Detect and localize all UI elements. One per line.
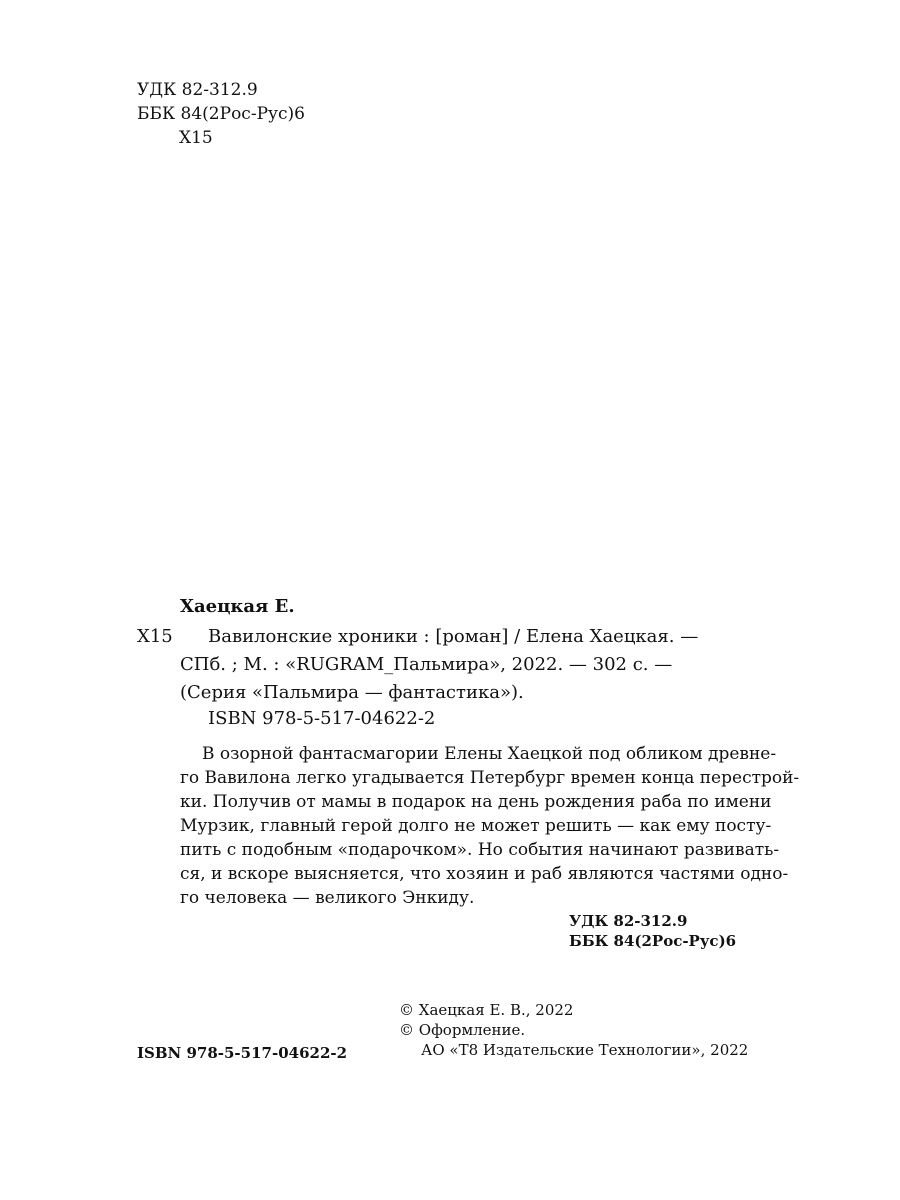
annotation-line: В озорной фантасмагории Елены Хаецкой под обликом древне- (202, 744, 777, 764)
copyright-design: © Оформление. (399, 1021, 526, 1039)
udk-code: УДК 82-312.9 (137, 80, 258, 100)
annotation-line: ки. Получив от мамы в подарок на день рождения раба по имени (180, 792, 772, 812)
bbk-code: ББК 84(2Рос-Рус)6 (137, 104, 305, 124)
footer-udk-code: УДК 82-312.9 (569, 912, 688, 930)
annotation-line: Мурзик, главный герой долго не может решить — как ему посту- (180, 816, 772, 836)
entry-line: Вавилонские хроники : [роман] / Елена Хаецкая. — (208, 626, 699, 647)
copyright-publisher: АО «Т8 Издательские Технологии», 2022 (421, 1041, 749, 1059)
footer-classification (569, 911, 736, 951)
entry-line: (Серия «Пальмира — фантастика»). (180, 682, 524, 703)
author-name: Хаецкая Е. (180, 596, 295, 617)
copyright-author: © Хаецкая Е. В., 2022 (399, 1001, 574, 1019)
footer-bbk-code: ББК 84(2Рос-Рус)6 (569, 932, 737, 950)
annotation-line: пить с подобным «подарочком». Но события начинают развивать- (180, 840, 780, 860)
annotation (180, 742, 800, 910)
copyright-block (399, 1000, 748, 1060)
author-mark: Х15 (179, 128, 213, 148)
entry-isbn: ISBN 978-5-517-04622-2 (208, 708, 436, 729)
entry-line: СПб. ; М. : «RUGRAM_Пальмира», 2022. — 302 с. — (180, 654, 673, 675)
annotation-line: го Вавилона легко угадывается Петербург времен конца перестрой- (180, 768, 800, 788)
header-classification (137, 78, 305, 150)
annotation-line: ся, и вскоре выясняется, что хозяин и раб являются частями одно- (180, 864, 789, 884)
isbn-bottom: ISBN 978-5-517-04622-2 (137, 1044, 348, 1062)
annotation-line: го человека — великого Энкиду. (180, 888, 475, 908)
entry-author-mark: Х15 (137, 626, 173, 647)
